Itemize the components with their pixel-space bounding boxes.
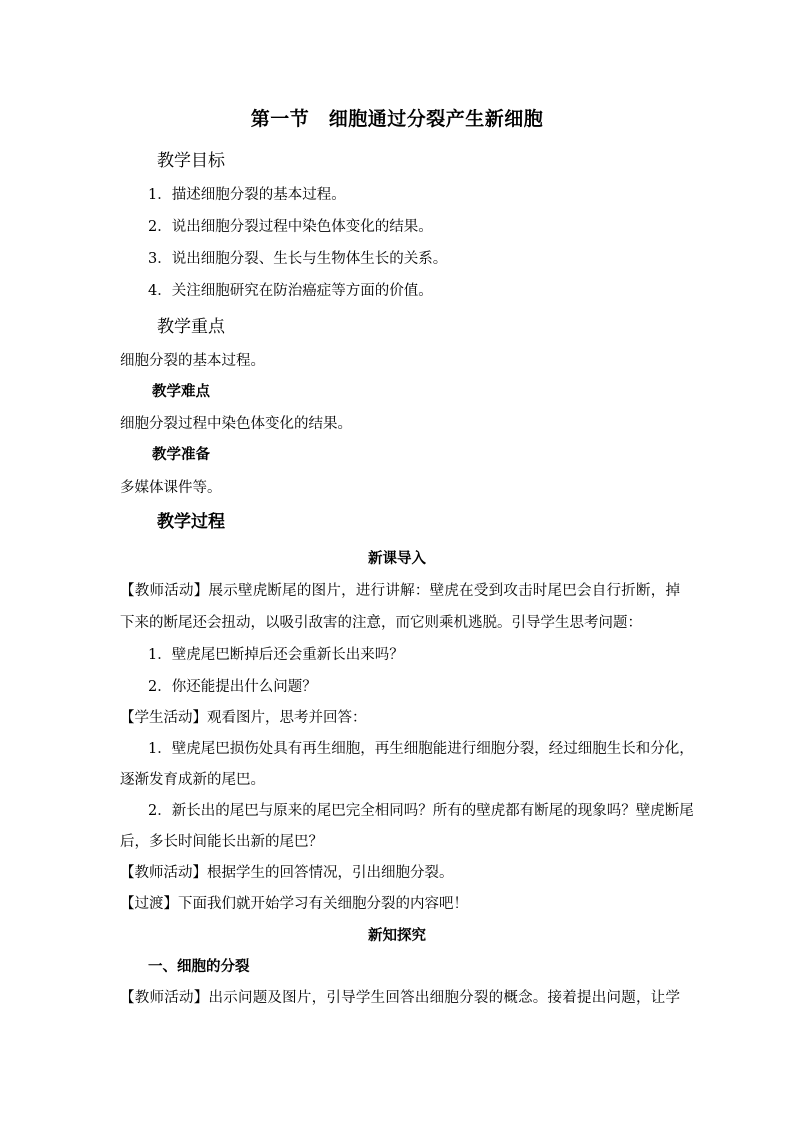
page-title: 第一节 细胞通过分裂产生新细胞 [250, 108, 544, 130]
question-item: 2．你还能提出什么问题？ [148, 679, 317, 695]
section-heading: 一、细胞的分裂 [148, 958, 250, 975]
prep-text: 多媒体课件等。 [120, 480, 222, 496]
goal-item: 4．关注细胞研究在防治癌症等方面的价值。 [148, 283, 433, 299]
paragraph-line: 【学生活动】观看图片，思考并回答： [120, 710, 367, 726]
prep-heading: 教学准备 [152, 446, 210, 463]
goal-item: 3．说出细胞分裂、生长与生物体生长的关系。 [148, 251, 448, 267]
paragraph-line: 【教师活动】根据学生的回答情况，引出细胞分裂。 [120, 865, 454, 881]
explore-heading: 新知探究 [368, 927, 426, 944]
process-heading: 教学过程 [157, 512, 225, 532]
paragraph-line: 下来的断尾还会扭动，以吸引敌害的注意，而它则乘机逃脱。引导学生思考问题： [120, 615, 642, 631]
paragraph-line: 【教师活动】出示问题及图片，引导学生回答出细胞分裂的概念。接着提出问题，让学 [120, 990, 680, 1006]
answer-item: 逐渐发育成新的尾巴。 [120, 772, 265, 788]
goals-heading: 教学目标 [157, 151, 225, 171]
goal-item: 1．描述细胞分裂的基本过程。 [148, 187, 346, 203]
key-text: 细胞分裂的基本过程。 [120, 353, 265, 369]
difficulty-text: 细胞分裂过程中染色体变化的结果。 [120, 416, 352, 432]
paragraph-line: 【教师活动】展示壁虎断尾的图片，进行讲解：壁虎在受到攻击时尾巴会自行折断，掉 [120, 583, 680, 599]
intro-heading: 新课导入 [368, 550, 426, 567]
paragraph-line: 【过渡】下面我们就开始学习有关细胞分裂的内容吧！ [120, 896, 468, 912]
answer-item: 1．壁虎尾巴损伤处具有再生细胞，再生细胞能进行细胞分裂，经过细胞生长和分化， [148, 741, 694, 757]
difficulty-heading: 教学难点 [152, 383, 210, 400]
answer-item: 2．新长出的尾巴与原来的尾巴完全相同吗？所有的壁虎都有断尾的现象吗？壁虎断尾 [148, 803, 694, 819]
question-item: 1．壁虎尾巴断掉后还会重新长出来吗？ [148, 647, 404, 663]
goal-item: 2．说出细胞分裂过程中染色体变化的结果。 [148, 219, 433, 235]
key-heading: 教学重点 [157, 317, 225, 337]
answer-item: 后，多长时间能长出新的尾巴？ [120, 834, 323, 850]
